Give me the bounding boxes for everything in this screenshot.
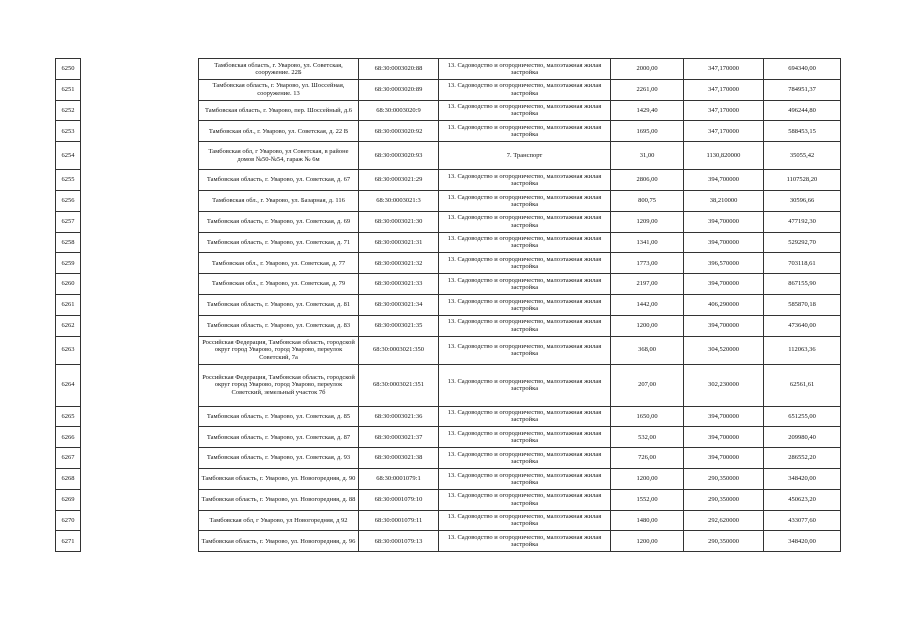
table-row <box>199 190 841 211</box>
cadastral-value-cell: 588453,15 <box>764 121 841 142</box>
cadastral-value-cell: 496244,80 <box>764 100 841 121</box>
address-cell: Тамбовская обл., г. Уварово, ул. Советская, д. 77 <box>199 253 359 274</box>
cadastral-number-cell: 68:30:0001079:10 <box>359 489 439 510</box>
row-number-row <box>56 142 81 170</box>
cadastral-value-cell: 651255,00 <box>764 406 841 427</box>
row-number-row <box>56 59 81 80</box>
row-number-cell: 6268 <box>56 468 81 489</box>
cadastral-value-cell: 348420,00 <box>764 468 841 489</box>
specific-value-cell: 38,210000 <box>684 190 764 211</box>
specific-value-cell: 394,700000 <box>684 427 764 448</box>
address-cell: Тамбовская область, г. Уварово, ул. Советская, сооружение. 22Б <box>199 59 359 80</box>
cadastral-number-cell: 68:30:0003021:33 <box>359 274 439 295</box>
row-number-cell: 6263 <box>56 336 81 364</box>
row-number-row <box>56 274 81 295</box>
table-row <box>199 253 841 274</box>
cadastral-value-cell: 703118,61 <box>764 253 841 274</box>
area-cell: 1480,00 <box>611 510 684 531</box>
address-cell: Тамбовская область, г. Уварово, пер. Шоссейный, д.6 <box>199 100 359 121</box>
address-cell: Тамбовская область, г. Уварово, ул. Новогоредняя, д. 88 <box>199 489 359 510</box>
cadastral-value-cell: 1107528,20 <box>764 170 841 191</box>
cadastral-number-cell: 68:30:0001079:13 <box>359 531 439 552</box>
cadastral-value-cell: 473640,00 <box>764 315 841 336</box>
specific-value-cell: 394,700000 <box>684 274 764 295</box>
area-cell: 1773,00 <box>611 253 684 274</box>
land-use-cell: 13. Садоводство и огородничество, малоэтажная жилая застройка <box>439 170 611 191</box>
area-cell: 1650,00 <box>611 406 684 427</box>
row-number-row <box>56 510 81 531</box>
address-cell: Тамбовская обл, г Уварово, ул Новогоредняя, д 92 <box>199 510 359 531</box>
table-row <box>199 121 841 142</box>
table-row <box>199 468 841 489</box>
row-number-cell: 6261 <box>56 294 81 315</box>
cadastral-number-cell: 68:30:0003020:88 <box>359 59 439 80</box>
table-row <box>199 364 841 406</box>
row-number-row <box>56 427 81 448</box>
row-number-row <box>56 364 81 406</box>
cadastral-value-cell: 529292,70 <box>764 232 841 253</box>
table-row <box>199 59 841 80</box>
area-cell: 1200,00 <box>611 468 684 489</box>
land-use-cell: 13. Садоводство и огородничество, малоэтажная жилая застройка <box>439 448 611 469</box>
row-number-row <box>56 406 81 427</box>
land-use-cell: 13. Садоводство и огородничество, малоэтажная жилая застройка <box>439 468 611 489</box>
address-cell: Тамбовская обл., г. Уварово, ул. Советская, д. 22 В <box>199 121 359 142</box>
address-cell: Тамбовская область, г. Уварово, ул. Советская, д. 87 <box>199 427 359 448</box>
address-cell: Тамбовская обл., г. Уварово, ул. Советская, д. 79 <box>199 274 359 295</box>
area-cell: 1200,00 <box>611 531 684 552</box>
specific-value-cell: 394,700000 <box>684 406 764 427</box>
table-row <box>199 427 841 448</box>
row-number-row <box>56 253 81 274</box>
cadastral-number-cell: 68:30:0003021:350 <box>359 336 439 364</box>
land-plots-table <box>198 58 841 552</box>
address-cell: Тамбовская область, г. Уварово, ул. Советская, д. 81 <box>199 294 359 315</box>
row-number-cell: 6259 <box>56 253 81 274</box>
land-use-cell: 13. Садоводство и огородничество, малоэтажная жилая застройка <box>439 427 611 448</box>
specific-value-cell: 406,290000 <box>684 294 764 315</box>
cadastral-value-cell: 286552,20 <box>764 448 841 469</box>
row-number-row <box>56 190 81 211</box>
table-row <box>199 100 841 121</box>
row-number-cell: 6255 <box>56 170 81 191</box>
cadastral-value-cell: 784951,37 <box>764 79 841 100</box>
land-use-cell: 13. Садоводство и огородничество, малоэтажная жилая застройка <box>439 294 611 315</box>
specific-value-cell: 290,350000 <box>684 531 764 552</box>
land-use-cell: 13. Садоводство и огородничество, малоэтажная жилая застройка <box>439 364 611 406</box>
specific-value-cell: 347,170000 <box>684 79 764 100</box>
specific-value-cell: 1130,820000 <box>684 142 764 170</box>
land-use-cell: 13. Садоводство и огородничество, малоэтажная жилая застройка <box>439 59 611 80</box>
row-number-cell: 6254 <box>56 142 81 170</box>
area-cell: 1552,00 <box>611 489 684 510</box>
row-number-row <box>56 170 81 191</box>
row-number-row <box>56 100 81 121</box>
row-number-cell: 6258 <box>56 232 81 253</box>
table-row <box>199 170 841 191</box>
land-use-cell: 13. Садоводство и огородничество, малоэтажная жилая застройка <box>439 531 611 552</box>
land-use-cell: 13. Садоводство и огородничество, малоэтажная жилая застройка <box>439 190 611 211</box>
table-row <box>199 510 841 531</box>
specific-value-cell: 396,570000 <box>684 253 764 274</box>
cadastral-value-cell: 348420,00 <box>764 531 841 552</box>
specific-value-cell: 347,170000 <box>684 121 764 142</box>
row-number-row <box>56 294 81 315</box>
table-row <box>199 294 841 315</box>
cadastral-value-cell: 450623,20 <box>764 489 841 510</box>
land-use-cell: 13. Садоводство и огородничество, малоэтажная жилая застройка <box>439 274 611 295</box>
cadastral-number-cell: 68:30:0003021:29 <box>359 170 439 191</box>
row-number-row <box>56 121 81 142</box>
row-number-row <box>56 315 81 336</box>
area-cell: 532,00 <box>611 427 684 448</box>
specific-value-cell: 347,170000 <box>684 100 764 121</box>
area-cell: 2000,00 <box>611 59 684 80</box>
row-number-row <box>56 79 81 100</box>
row-number-cell: 6260 <box>56 274 81 295</box>
area-cell: 1429,40 <box>611 100 684 121</box>
specific-value-cell: 290,350000 <box>684 489 764 510</box>
area-cell: 31,00 <box>611 142 684 170</box>
area-cell: 1695,00 <box>611 121 684 142</box>
address-cell: Тамбовская область, г. Уварово, ул. Советская, д. 93 <box>199 448 359 469</box>
land-use-cell: 13. Садоводство и огородничество, малоэтажная жилая застройка <box>439 489 611 510</box>
specific-value-cell: 394,700000 <box>684 315 764 336</box>
area-cell: 1341,00 <box>611 232 684 253</box>
table-row <box>199 336 841 364</box>
land-use-cell: 13. Садоводство и огородничество, малоэтажная жилая застройка <box>439 100 611 121</box>
row-number-cell: 6271 <box>56 531 81 552</box>
land-use-cell: 13. Садоводство и огородничество, малоэтажная жилая застройка <box>439 211 611 232</box>
table-row <box>199 406 841 427</box>
table-row <box>199 142 841 170</box>
specific-value-cell: 347,170000 <box>684 59 764 80</box>
area-cell: 1200,00 <box>611 315 684 336</box>
address-cell: Тамбовская область, г. Уварово, ул. Новогоредняя, д. 90 <box>199 468 359 489</box>
row-number-cell: 6256 <box>56 190 81 211</box>
area-cell: 368,00 <box>611 336 684 364</box>
land-use-cell: 13. Садоводство и огородничество, малоэтажная жилая застройка <box>439 79 611 100</box>
row-number-row <box>56 531 81 552</box>
cadastral-number-cell: 68:30:0003021:31 <box>359 232 439 253</box>
address-cell: Российская Федерация, Тамбовская область, городской округ город Уварово, город Уварово, переулок Советский, земельный участок 7б <box>199 364 359 406</box>
cadastral-number-cell: 68:30:0003021:37 <box>359 427 439 448</box>
specific-value-cell: 302,230000 <box>684 364 764 406</box>
row-number-cell: 6265 <box>56 406 81 427</box>
address-cell: Тамбовская область, г. Уварово, ул. Советская, д. 83 <box>199 315 359 336</box>
specific-value-cell: 394,700000 <box>684 170 764 191</box>
area-cell: 726,00 <box>611 448 684 469</box>
cadastral-number-cell: 68:30:0003021:36 <box>359 406 439 427</box>
area-cell: 2806,00 <box>611 170 684 191</box>
area-cell: 800,75 <box>611 190 684 211</box>
land-use-cell: 13. Садоводство и огородничество, малоэтажная жилая застройка <box>439 121 611 142</box>
area-cell: 207,00 <box>611 364 684 406</box>
table-row <box>199 531 841 552</box>
table-row <box>199 211 841 232</box>
row-number-cell: 6253 <box>56 121 81 142</box>
row-number-row <box>56 468 81 489</box>
land-use-cell: 13. Садоводство и огородничество, малоэтажная жилая застройка <box>439 406 611 427</box>
address-cell: Тамбовская область, г. Уварово, ул. Шоссейная, сооружение. 13 <box>199 79 359 100</box>
row-number-row <box>56 489 81 510</box>
address-cell: Тамбовская область, г. Уварово, ул. Советская, д. 71 <box>199 232 359 253</box>
table-row <box>199 315 841 336</box>
cadastral-number-cell: 68:30:0001079:11 <box>359 510 439 531</box>
specific-value-cell: 394,700000 <box>684 211 764 232</box>
area-cell: 2261,00 <box>611 79 684 100</box>
cadastral-number-cell: 68:30:0003021:3 <box>359 190 439 211</box>
row-number-column <box>55 58 81 552</box>
cadastral-value-cell: 62561,61 <box>764 364 841 406</box>
area-cell: 1442,00 <box>611 294 684 315</box>
row-number-row <box>56 336 81 364</box>
cadastral-number-cell: 68:30:0001079:1 <box>359 468 439 489</box>
land-use-cell: 13. Садоводство и огородничество, малоэтажная жилая застройка <box>439 315 611 336</box>
cadastral-value-cell: 694340,00 <box>764 59 841 80</box>
cadastral-value-cell: 112063,36 <box>764 336 841 364</box>
table-row <box>199 274 841 295</box>
row-number-cell: 6270 <box>56 510 81 531</box>
row-number-row <box>56 232 81 253</box>
address-cell: Тамбовская область, г. Уварово, ул. Советская, д. 67 <box>199 170 359 191</box>
table-row <box>199 448 841 469</box>
area-cell: 2197,00 <box>611 274 684 295</box>
row-number-row <box>56 211 81 232</box>
address-cell: Тамбовская обл., г. Уварово, ул. Базарная, д. 116 <box>199 190 359 211</box>
address-cell: Тамбовская область, г. Уварово, ул. Новогоредняя, д. 96 <box>199 531 359 552</box>
cadastral-number-cell: 68:30:0003020:93 <box>359 142 439 170</box>
cadastral-value-cell: 433077,60 <box>764 510 841 531</box>
cadastral-number-cell: 68:30:0003020:92 <box>359 121 439 142</box>
row-number-cell: 6264 <box>56 364 81 406</box>
cadastral-value-cell: 30596,66 <box>764 190 841 211</box>
land-use-cell: 7. Транспорт <box>439 142 611 170</box>
address-cell: Тамбовская обл, г Уварово, ул Советская, в районе домов №50-№54, гараж № 6м <box>199 142 359 170</box>
cadastral-value-cell: 35055,42 <box>764 142 841 170</box>
specific-value-cell: 394,700000 <box>684 232 764 253</box>
specific-value-cell: 292,620000 <box>684 510 764 531</box>
area-cell: 1209,00 <box>611 211 684 232</box>
row-number-cell: 6269 <box>56 489 81 510</box>
address-cell: Тамбовская область, г. Уварово, ул. Советская, д. 85 <box>199 406 359 427</box>
cadastral-number-cell: 68:30:0003021:34 <box>359 294 439 315</box>
table-row <box>199 232 841 253</box>
land-use-cell: 13. Садоводство и огородничество, малоэтажная жилая застройка <box>439 253 611 274</box>
cadastral-number-cell: 68:30:0003021:32 <box>359 253 439 274</box>
cadastral-number-cell: 68:30:0003021:38 <box>359 448 439 469</box>
address-cell: Тамбовская область, г. Уварово, ул. Советская, д. 69 <box>199 211 359 232</box>
row-number-cell: 6267 <box>56 448 81 469</box>
cadastral-number-cell: 68:30:0003020:9 <box>359 100 439 121</box>
specific-value-cell: 290,350000 <box>684 468 764 489</box>
cadastral-value-cell: 867155,90 <box>764 274 841 295</box>
land-use-cell: 13. Садоводство и огородничество, малоэтажная жилая застройка <box>439 232 611 253</box>
row-number-row <box>56 448 81 469</box>
cadastral-number-cell: 68:30:0003021:30 <box>359 211 439 232</box>
land-use-cell: 13. Садоводство и огородничество, малоэтажная жилая застройка <box>439 510 611 531</box>
land-use-cell: 13. Садоводство и огородничество, малоэтажная жилая застройка <box>439 336 611 364</box>
cadastral-number-cell: 68:30:0003020:89 <box>359 79 439 100</box>
table-row <box>199 79 841 100</box>
row-number-cell: 6262 <box>56 315 81 336</box>
row-number-cell: 6251 <box>56 79 81 100</box>
specific-value-cell: 394,700000 <box>684 448 764 469</box>
table-row <box>199 489 841 510</box>
cadastral-number-cell: 68:30:0003021:351 <box>359 364 439 406</box>
row-number-cell: 6266 <box>56 427 81 448</box>
cadastral-number-cell: 68:30:0003021:35 <box>359 315 439 336</box>
specific-value-cell: 304,520000 <box>684 336 764 364</box>
cadastral-value-cell: 585870,18 <box>764 294 841 315</box>
address-cell: Российская Федерация, Тамбовская область, городской округ город Уварово, город Уварово, переулок Советский, 7а <box>199 336 359 364</box>
row-number-cell: 6257 <box>56 211 81 232</box>
cadastral-value-cell: 209980,40 <box>764 427 841 448</box>
row-number-cell: 6252 <box>56 100 81 121</box>
cadastral-value-cell: 477192,30 <box>764 211 841 232</box>
row-number-cell: 6250 <box>56 59 81 80</box>
